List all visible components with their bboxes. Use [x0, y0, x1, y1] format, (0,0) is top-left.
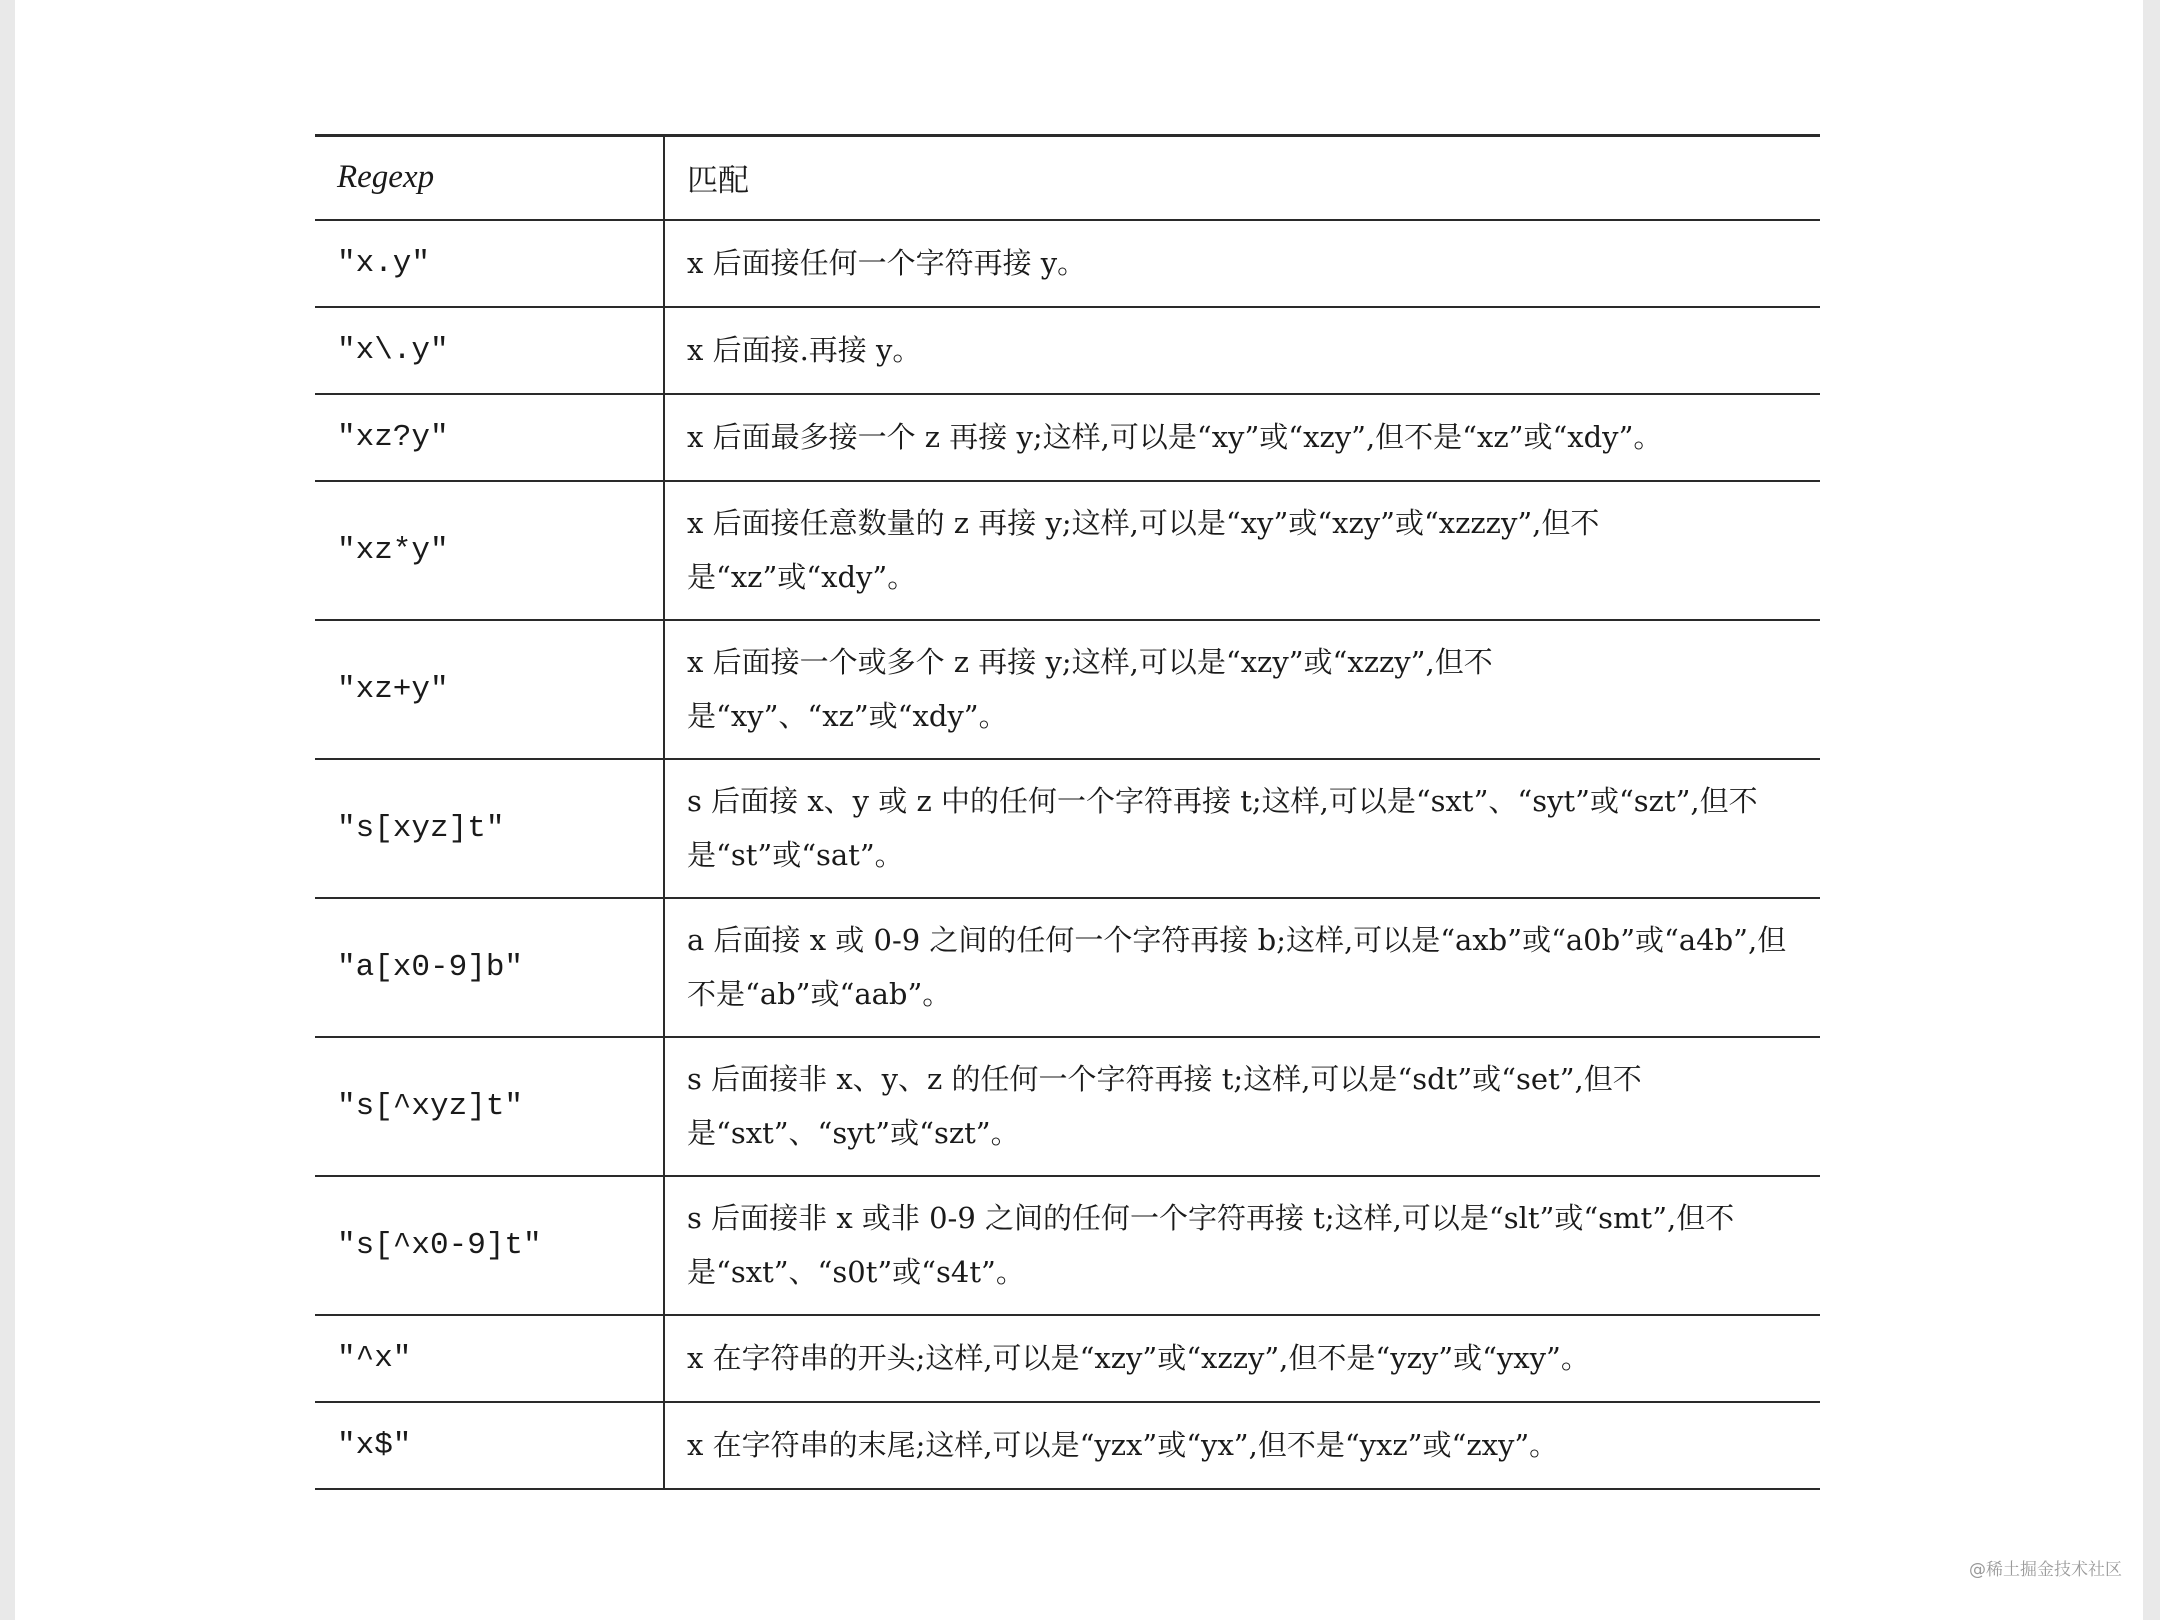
description-cell: x 后面接任何一个字符再接 y。: [687, 246, 1087, 280]
pattern-cell: "x\.y": [315, 307, 664, 394]
description-cell: s 后面接非 x、y、z 的任何一个字符再接 t;这样,可以是“sdt”或“set”,但不是“sxt”、“syt”或“szt”。: [687, 1062, 1642, 1150]
pattern-cell: "s[xyz]t": [315, 759, 664, 898]
table-row: [315, 220, 1820, 307]
pattern-cell: "x$": [315, 1402, 664, 1489]
table-header-row: [315, 136, 1820, 220]
description-cell: x 后面接.再接 y。: [687, 333, 922, 367]
table-row: [315, 1176, 1820, 1315]
regex-table: [315, 134, 1820, 1490]
pattern-cell: "a[x0-9]b": [315, 898, 664, 1037]
description-cell: x 后面接一个或多个 z 再接 y;这样,可以是“xzy”或“xzzy”,但不是“xy”、“xz”或“xdy”。: [687, 645, 1493, 733]
description-cell: x 在字符串的开头;这样,可以是“xzy”或“xzzy”,但不是“yzy”或“yxy”。: [687, 1341, 1590, 1375]
table-row: [315, 620, 1820, 759]
table-row: [315, 394, 1820, 481]
table-row: [315, 1037, 1820, 1176]
table-row: [315, 1402, 1820, 1489]
header-regexp: Regexp: [315, 136, 664, 220]
header-match: 匹配: [687, 163, 749, 200]
table-row: [315, 481, 1820, 620]
pattern-cell: "x.y": [315, 220, 664, 307]
table-row: [315, 898, 1820, 1037]
table-row: [315, 759, 1820, 898]
description-cell: s 后面接非 x 或非 0-9 之间的任何一个字符再接 t;这样,可以是“slt”或“smt”,但不是“sxt”、“s0t”或“s4t”。: [687, 1201, 1735, 1289]
description-cell: a 后面接 x 或 0-9 之间的任何一个字符再接 b;这样,可以是“axb”或“a0b”或“a4b”,但不是“ab”或“aab”。: [687, 923, 1787, 1011]
description-cell: x 在字符串的末尾;这样,可以是“yzx”或“yx”,但不是“yxz”或“zxy”。: [687, 1428, 1559, 1462]
pattern-cell: "xz?y": [315, 394, 664, 481]
description-cell: x 后面接任意数量的 z 再接 y;这样,可以是“xy”或“xzy”或“xzzzy”,但不是“xz”或“xdy”。: [687, 506, 1600, 594]
pattern-cell: "xz+y": [315, 620, 664, 759]
document-page: [15, 0, 2143, 1620]
watermark: @稀土掘金技术社区: [1969, 1560, 2122, 1580]
pattern-cell: "s[^x0-9]t": [315, 1176, 664, 1315]
pattern-cell: "^x": [315, 1315, 664, 1402]
table-row: [315, 1315, 1820, 1402]
table-row: [315, 307, 1820, 394]
pattern-cell: "s[^xyz]t": [315, 1037, 664, 1176]
description-cell: s 后面接 x、y 或 z 中的任何一个字符再接 t;这样,可以是“sxt”、“syt”或“szt”,但不是“st”或“sat”。: [687, 784, 1758, 872]
pattern-cell: "xz*y": [315, 481, 664, 620]
description-cell: x 后面最多接一个 z 再接 y;这样,可以是“xy”或“xzy”,但不是“xz”或“xdy”。: [687, 420, 1663, 454]
